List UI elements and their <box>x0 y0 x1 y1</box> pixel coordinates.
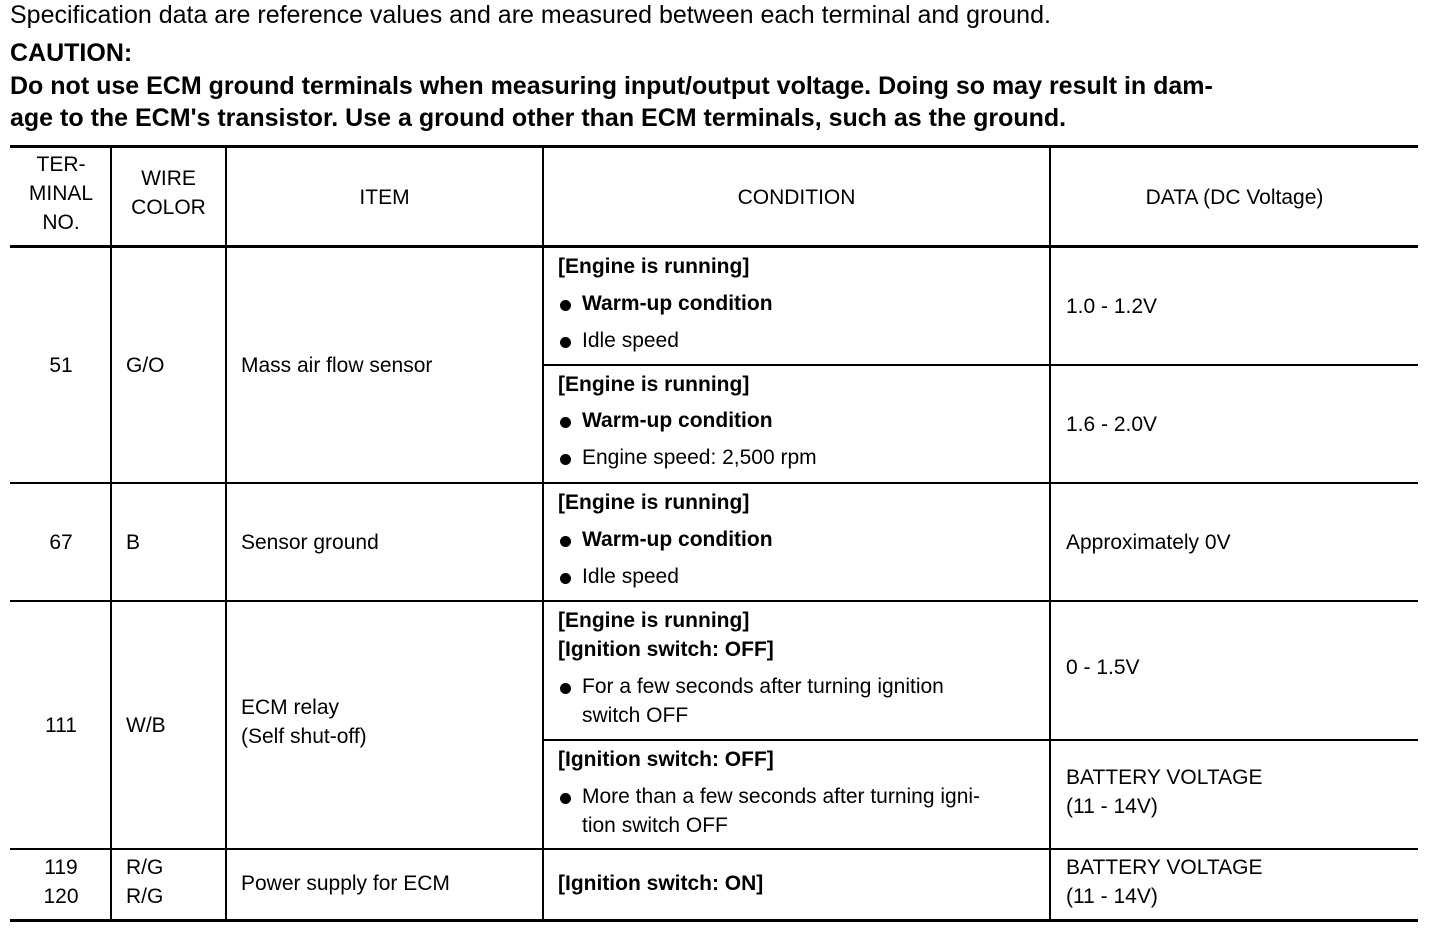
subrow-divider <box>542 739 1418 741</box>
caution-text <box>10 70 1418 134</box>
column-divider <box>110 148 112 919</box>
bullet-icon <box>560 536 571 547</box>
bullet-icon <box>560 417 571 428</box>
condition-cell: [Ignition switch: ON] <box>558 871 764 895</box>
condition-cell: [Engine is running] Warm-up condition Engine speed: 2,500 rpm <box>558 373 817 469</box>
table-bottom-rule <box>10 919 1418 922</box>
data-cell: Approximately 0V <box>1066 530 1231 554</box>
wire-color-cell: B <box>126 530 141 554</box>
terminal-cell: 67 <box>49 530 73 554</box>
bullet-icon <box>560 793 571 804</box>
terminal-cell: 119 120 <box>43 856 79 908</box>
header-wire-color: WIRE COLOR <box>131 167 206 219</box>
item-cell: ECM relay (Self shut-off) <box>241 696 367 748</box>
bullet-icon <box>560 337 571 348</box>
bullet-icon <box>560 573 571 584</box>
data-cell: 1.0 - 1.2V <box>1066 294 1158 318</box>
item-cell: Sensor ground <box>241 530 379 554</box>
terminal-cell: 51 <box>49 353 73 377</box>
item-cell: Power supply for ECM <box>241 871 450 895</box>
wire-color-cell: R/G R/G <box>126 856 164 908</box>
intro-text: Specification data are reference values and are measured between each terminal and ground. <box>10 1 1051 29</box>
column-divider <box>225 148 227 919</box>
column-divider <box>542 148 544 919</box>
caution-line-2: age to the ECM's transistor. Use a ground other than ECM terminals, such as the ground. <box>10 104 1067 132</box>
bullet-icon <box>560 454 571 465</box>
wire-color-cell: W/B <box>126 713 166 737</box>
table-top-rule <box>10 145 1418 148</box>
data-cell: 1.6 - 2.0V <box>1066 412 1158 436</box>
header-condition: CONDITION <box>737 186 856 209</box>
bullet-icon <box>560 300 571 311</box>
condition-cell: [Engine is running] Warm-up condition Idle speed <box>558 255 773 352</box>
data-cell: BATTERY VOLTAGE (11 - 14V) <box>1066 856 1263 908</box>
condition-cell: [Engine is running] [Ignition switch: OFF] For a few seconds after turning ignition switch OFF <box>558 609 944 727</box>
item-cell: Mass air flow sensor <box>241 353 433 377</box>
condition-cell: [Ignition switch: OFF] More than a few seconds after turning igni- tion switch OFF <box>558 748 981 837</box>
caution-line-1: Do not use ECM ground terminals when measuring input/output voltage. Doing so may result in dam- <box>10 72 1213 100</box>
column-divider <box>1049 148 1051 919</box>
caution-title: CAUTION: <box>10 39 133 67</box>
data-cell: BATTERY VOLTAGE (11 - 14V) <box>1066 766 1263 818</box>
data-cell: 0 - 1.5V <box>1066 655 1140 679</box>
condition-cell: [Engine is running] Warm-up condition Idle speed <box>558 491 773 588</box>
wire-color-cell: G/O <box>126 353 165 377</box>
terminal-cell: 111 <box>45 713 77 737</box>
header-item: ITEM <box>359 186 410 209</box>
header-data: DATA (DC Voltage) <box>1145 186 1324 209</box>
bullet-icon <box>560 683 571 694</box>
header-terminal-no: TER- MINAL NO. <box>28 153 94 234</box>
